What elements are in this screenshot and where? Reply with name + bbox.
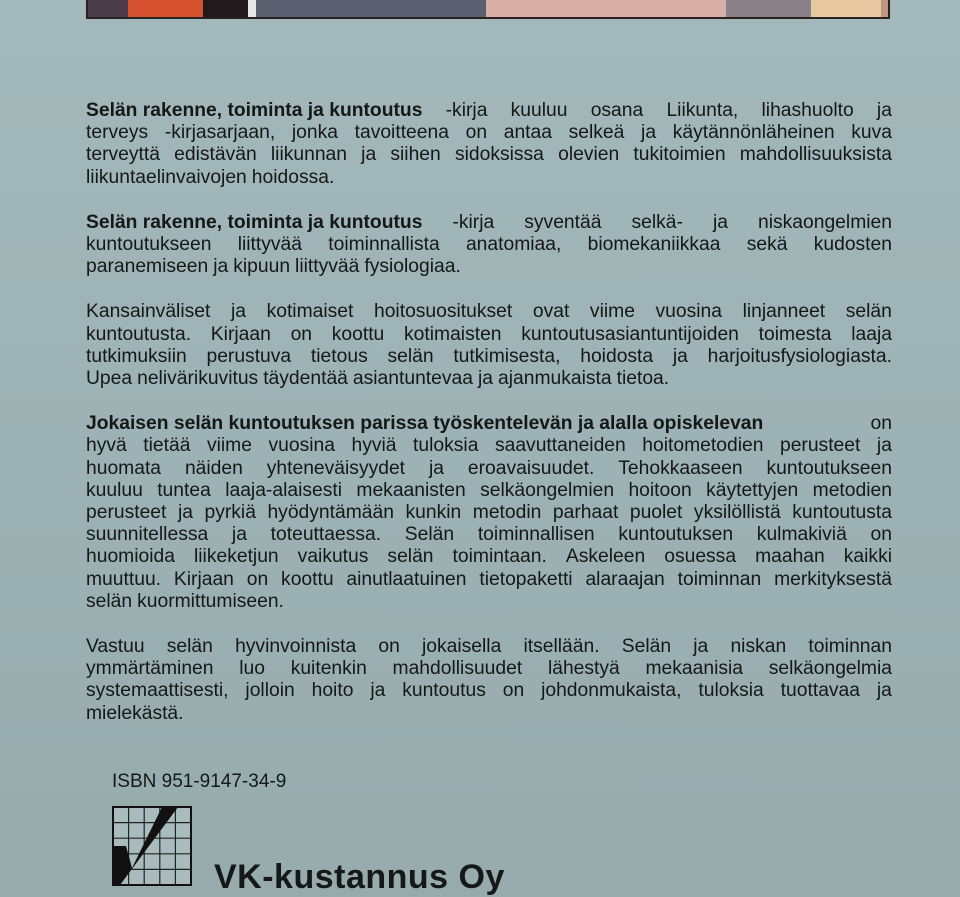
word: on <box>378 636 400 658</box>
word: mahdollisuuksista <box>739 144 892 166</box>
text-line <box>86 680 892 702</box>
word: pyrkiä <box>204 502 256 524</box>
word: tutkimisesta, <box>453 345 561 367</box>
word: eroavaisuudet. <box>467 457 595 479</box>
word: nelivärikuvitus <box>137 368 259 390</box>
text-line <box>86 324 892 346</box>
word: on <box>870 524 892 546</box>
word: yhteneväisyydet <box>266 457 406 479</box>
word: huomioida <box>86 546 175 568</box>
word: hyvä <box>86 435 127 457</box>
word: biomekaniikkaa <box>587 234 721 256</box>
word: ja <box>876 435 892 457</box>
word: terveyttä <box>86 144 160 166</box>
text-line <box>86 256 892 278</box>
word: perusteet <box>779 435 861 457</box>
text-line <box>86 100 892 122</box>
word: Liikunta, <box>666 100 739 121</box>
word: tuntea <box>157 479 211 501</box>
text-line <box>86 435 892 457</box>
word: viime <box>206 435 252 457</box>
word: tuloksia <box>698 680 764 702</box>
word: selkäongelmia <box>768 658 892 680</box>
word: antaa <box>503 122 552 144</box>
word: toteuttaessa. <box>270 524 382 546</box>
word: on <box>290 323 313 345</box>
word: ja <box>712 211 728 233</box>
word: Selän <box>621 636 672 658</box>
word: ja <box>428 457 444 479</box>
text-line <box>86 144 892 166</box>
word: kuva <box>851 122 892 144</box>
word: toiminnan <box>808 636 892 658</box>
word: kudosten <box>813 234 892 256</box>
word: vaikutus <box>297 546 369 568</box>
word: -kirja <box>445 100 488 121</box>
bold-lead: Jokaisen selän kuntoutuksen parissa työskentelevän ja alalla opiskelevan <box>86 413 764 435</box>
word: hyviä <box>351 435 397 457</box>
publisher-logo-icon <box>112 806 192 886</box>
word: saavuttaneiden <box>494 435 626 457</box>
word: ovat <box>532 301 570 323</box>
word: yksilöllistä <box>693 502 781 524</box>
text-line <box>86 122 892 144</box>
word: Tehokkaaseen <box>618 457 743 479</box>
word: systemaattisesti, <box>86 680 229 702</box>
back-cover-text <box>86 100 892 748</box>
word: tietous <box>310 345 368 367</box>
word: vuosina <box>268 435 335 457</box>
text-line <box>86 301 892 323</box>
word: Selän <box>404 524 455 546</box>
word: toiminnan <box>677 568 762 590</box>
word: terveys <box>86 122 149 144</box>
word: näiden <box>184 457 243 479</box>
word: ja <box>672 345 688 367</box>
word: ja <box>876 100 892 121</box>
word: ymmärtäminen <box>86 658 214 680</box>
word: laaja <box>851 323 892 345</box>
text-line <box>86 167 892 189</box>
word: sidoksissa <box>454 144 544 166</box>
word: metodin <box>472 502 542 524</box>
text-line <box>86 546 892 568</box>
word: kuntoutusasiantuntijoiden <box>521 323 739 345</box>
word: kuntoutukseen <box>86 234 212 256</box>
word: kulmakiviä <box>756 524 847 546</box>
bold-lead: Selän rakenne, toiminta ja kuntoutus <box>86 100 423 121</box>
text-line <box>86 524 892 546</box>
word: mekaanisia <box>645 658 744 680</box>
word: ja <box>641 122 657 144</box>
word: ja <box>231 524 247 546</box>
paragraph <box>86 636 892 725</box>
word: Kirjaan <box>210 323 271 345</box>
word: liikuntaelinvaivojen <box>86 166 247 188</box>
word: anatomiaa, <box>465 234 562 256</box>
word: edistävän <box>174 144 257 166</box>
word: huomata <box>86 457 162 479</box>
paragraph <box>86 301 892 390</box>
word: selän <box>166 636 213 658</box>
word: hoidossa. <box>251 166 335 188</box>
word: tietopaketti <box>479 568 573 590</box>
word: kuntoutus <box>402 680 486 702</box>
word: fysiologiaa. <box>364 256 461 278</box>
word: ja <box>693 636 709 658</box>
word: ja <box>230 301 246 323</box>
word: viime <box>589 301 635 323</box>
text-line <box>86 502 892 524</box>
word: selän <box>387 546 434 568</box>
word: olevien <box>558 144 620 166</box>
word: paranemiseen <box>86 256 209 278</box>
word: käytettyjen <box>706 479 799 501</box>
word: kuntoutusta <box>792 502 892 524</box>
word: toiminnallisen <box>477 524 595 546</box>
word: siihen <box>390 144 441 166</box>
word: Kirjaan <box>173 568 234 590</box>
word: tukitoimien <box>633 144 726 166</box>
word: kuitenkin <box>290 658 367 680</box>
word: on <box>870 413 892 435</box>
word: ja <box>177 502 193 524</box>
paragraph <box>86 100 892 189</box>
word: kuuluu <box>510 100 568 121</box>
word: hoito <box>311 680 354 702</box>
word: liikeketjun <box>193 546 279 568</box>
text-line <box>86 480 892 502</box>
word: liittyvää <box>237 234 302 256</box>
word: niskaongelmien <box>758 211 892 233</box>
word: liikunnan <box>270 144 347 166</box>
text-line <box>86 458 892 480</box>
word: perusteet <box>86 502 167 524</box>
word: hoidosta <box>580 345 654 367</box>
word: selän <box>387 345 434 367</box>
word: jolloin <box>245 680 295 702</box>
word: kuormittumiseen. <box>137 590 284 612</box>
word: kaikki <box>843 546 892 568</box>
word: jonka <box>291 122 338 144</box>
word: hoitosuositukset <box>373 301 513 323</box>
word: sekä <box>746 234 788 256</box>
word: maahan <box>755 546 825 568</box>
word: tavoitteena <box>354 122 449 144</box>
word: kuntoutusta. <box>86 323 192 345</box>
word: parhaat <box>552 502 619 524</box>
word: -kirja <box>452 211 495 233</box>
word: tietoa. <box>616 368 670 390</box>
word: lähestyä <box>547 658 620 680</box>
word: mielekästä. <box>86 702 184 724</box>
word: metodien <box>812 479 892 501</box>
word: harjoitusfysiologiasta. <box>707 345 892 367</box>
word: perustuva <box>206 345 292 367</box>
word: mekaanisten <box>356 479 466 501</box>
word: ja <box>361 144 377 166</box>
word: koottu <box>331 323 385 345</box>
word: vuosina <box>655 301 722 323</box>
word: ja <box>876 680 892 702</box>
word: kunkin <box>405 502 462 524</box>
word: toimintaan. <box>452 546 547 568</box>
word: laaja-alaisesti <box>225 479 343 501</box>
word: kuntoutuksen <box>618 524 734 546</box>
word: liittyvää <box>295 256 360 278</box>
text-line <box>86 368 892 390</box>
word: tuottavaa <box>780 680 860 702</box>
word: kuuluu <box>86 479 143 501</box>
word: lihashuolto <box>761 100 854 121</box>
word: hoitoon <box>628 479 692 501</box>
word: kotimaisten <box>404 323 502 345</box>
word: selkeä <box>568 122 625 144</box>
word: osana <box>590 100 644 121</box>
word: alaraajan <box>585 568 665 590</box>
word: Upea <box>86 368 133 390</box>
word: on <box>502 680 525 702</box>
word: luo <box>239 658 265 680</box>
word: Kansainväliset <box>86 301 211 323</box>
word: selkä- <box>631 211 683 233</box>
word: toimesta <box>758 323 832 345</box>
word: ja <box>477 368 493 390</box>
word: hyvinvoinnista <box>235 636 357 658</box>
paragraph <box>86 212 892 279</box>
isbn: ISBN 951-9147-34-9 <box>112 771 287 792</box>
text-line <box>86 636 892 658</box>
word: selkäongelmien <box>480 479 615 501</box>
word: jokaisella <box>421 636 502 658</box>
text-line <box>86 569 892 591</box>
word: osuessa <box>664 546 737 568</box>
text-line <box>86 413 892 435</box>
word: mahdollisuudet <box>392 658 523 680</box>
word: merkityksestä <box>774 568 892 590</box>
word: Vastuu <box>86 636 145 658</box>
word: selän <box>845 301 892 323</box>
text-line <box>86 658 892 680</box>
word: ainutlaatuinen <box>346 568 467 590</box>
word: hyödyntämään <box>267 502 394 524</box>
word: muuttuu. <box>86 568 162 590</box>
word: on <box>246 568 269 590</box>
word: toiminnallista <box>328 234 440 256</box>
word: ajanmukaista <box>498 368 612 390</box>
paragraph <box>86 413 892 613</box>
word: linjanneet <box>742 301 826 323</box>
word: hoitometodien <box>642 435 764 457</box>
word: kuntoutukseen <box>766 457 892 479</box>
word: syventää <box>524 211 602 233</box>
cover-photo-strip <box>86 0 890 19</box>
bold-lead: Selän rakenne, toiminta ja kuntoutus <box>86 211 423 233</box>
publisher-name: VK-kustannus Oy <box>214 858 505 896</box>
text-line <box>86 212 892 234</box>
word: koottu <box>281 568 334 590</box>
word: niskan <box>730 636 787 658</box>
word: tietää <box>143 435 191 457</box>
word: on <box>465 122 488 144</box>
word: johdonmukaista, <box>541 680 682 702</box>
text-line <box>86 703 892 725</box>
word: kipuun <box>233 256 291 278</box>
word: itsellään. <box>523 636 600 658</box>
word: tutkimuksiin <box>86 345 187 367</box>
word: puolet <box>629 502 683 524</box>
word: suunnitellessa <box>86 524 209 546</box>
word: -kirjasarjaan, <box>164 122 276 144</box>
word: tuloksia <box>413 435 479 457</box>
text-line <box>86 346 892 368</box>
word: käytännönläheinen <box>672 122 835 144</box>
word: asiantuntevaa <box>352 368 473 390</box>
word: täydentää <box>263 368 348 390</box>
text-line <box>86 234 892 256</box>
word: selän <box>86 590 133 612</box>
word: Askeleen <box>565 546 646 568</box>
text-line <box>86 591 892 613</box>
word: ja <box>213 256 229 278</box>
word: kotimaiset <box>266 301 354 323</box>
word: ja <box>370 680 386 702</box>
